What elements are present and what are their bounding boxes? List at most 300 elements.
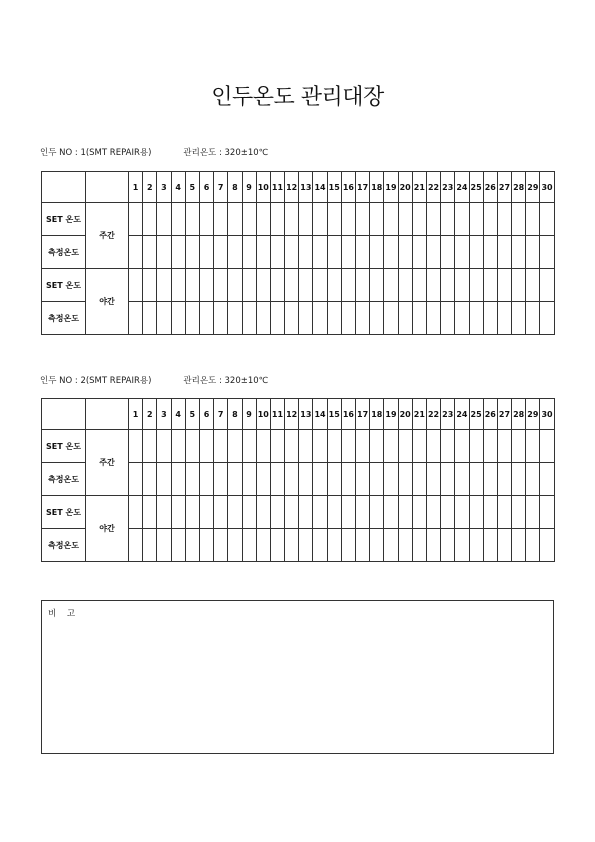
entry-cell[interactable] [185,236,199,269]
entry-cell[interactable] [469,430,483,463]
day-header-13: 13 [299,172,313,203]
entry-cell[interactable] [512,463,526,496]
entry-cell[interactable] [285,302,299,335]
entry-cell[interactable] [426,496,440,529]
entry-cell[interactable] [540,302,554,335]
entry-cell[interactable] [199,529,213,562]
day-header-17: 17 [356,172,370,203]
entry-cell[interactable] [299,529,313,562]
entry-cell[interactable] [412,203,426,236]
entry-cell[interactable] [171,529,185,562]
entry-cell[interactable] [313,236,327,269]
entry-cell[interactable] [540,496,554,529]
entry-cell[interactable] [497,302,511,335]
day-header-8: 8 [228,172,242,203]
entry-cell[interactable] [327,236,341,269]
entry-cell[interactable] [285,203,299,236]
entry-cell[interactable] [129,269,143,302]
entry-cell[interactable] [313,496,327,529]
entry-cell[interactable] [370,463,384,496]
entry-cell[interactable] [214,496,228,529]
day-header-25: 25 [469,399,483,430]
entry-cell[interactable] [526,463,540,496]
entry-cell[interactable] [398,302,412,335]
entry-cell[interactable] [228,496,242,529]
entry-cell[interactable] [398,529,412,562]
day-header-4: 4 [171,172,185,203]
entry-cell[interactable] [455,236,469,269]
entry-cell[interactable] [171,269,185,302]
temperature-log-table-1 [41,171,555,335]
entry-cell[interactable] [285,496,299,529]
entry-cell[interactable] [157,302,171,335]
entry-cell[interactable] [214,529,228,562]
entry-cell[interactable] [228,463,242,496]
entry-cell[interactable] [356,463,370,496]
entry-cell[interactable] [398,496,412,529]
entry-cell[interactable] [441,496,455,529]
entry-cell[interactable] [398,463,412,496]
entry-cell[interactable] [214,430,228,463]
entry-cell[interactable] [256,269,270,302]
entry-cell[interactable] [412,269,426,302]
table-header-row [42,172,555,203]
entry-cell[interactable] [497,496,511,529]
entry-cell[interactable] [356,269,370,302]
header-shift-cell [86,172,129,203]
entry-cell[interactable] [157,496,171,529]
entry-cell[interactable] [356,302,370,335]
entry-cell[interactable] [228,203,242,236]
entry-cell[interactable] [356,529,370,562]
entry-cell[interactable] [143,269,157,302]
entry-cell[interactable] [441,302,455,335]
entry-cell[interactable] [157,236,171,269]
entry-cell[interactable] [157,203,171,236]
entry-cell[interactable] [185,529,199,562]
shift-label: 주간 [86,203,129,269]
entry-cell[interactable] [270,236,284,269]
entry-cell[interactable] [526,203,540,236]
entry-cell[interactable] [143,463,157,496]
row-label: SET 온도 [42,430,86,463]
entry-cell[interactable] [370,203,384,236]
entry-cell[interactable] [455,203,469,236]
entry-cell[interactable] [426,463,440,496]
entry-cell[interactable] [356,496,370,529]
entry-cell[interactable] [171,430,185,463]
day-header-20: 20 [398,399,412,430]
day-header-12: 12 [285,172,299,203]
entry-cell[interactable] [398,269,412,302]
entry-cell[interactable] [426,529,440,562]
table-row [42,430,555,463]
entry-cell[interactable] [129,203,143,236]
day-header-9: 9 [242,399,256,430]
entry-cell[interactable] [327,203,341,236]
entry-cell[interactable] [214,302,228,335]
row-label: 측정온도 [42,463,86,496]
entry-cell[interactable] [455,496,469,529]
entry-cell[interactable] [370,496,384,529]
entry-cell[interactable] [270,463,284,496]
entry-cell[interactable] [185,463,199,496]
entry-cell[interactable] [129,430,143,463]
day-header-23: 23 [441,172,455,203]
day-header-7: 7 [214,399,228,430]
section-1-unit: 인두 NO : 1(SMT REPAIR용) [40,148,152,158]
day-header-21: 21 [412,399,426,430]
entry-cell[interactable] [157,430,171,463]
entry-cell[interactable] [341,496,355,529]
entry-cell[interactable] [512,302,526,335]
entry-cell[interactable] [157,529,171,562]
entry-cell[interactable] [228,302,242,335]
entry-cell[interactable] [185,302,199,335]
day-header-30: 30 [540,399,554,430]
entry-cell[interactable] [426,269,440,302]
section-1-info [40,146,268,158]
entry-cell[interactable] [370,236,384,269]
day-header-16: 16 [341,399,355,430]
entry-cell[interactable] [341,269,355,302]
entry-cell[interactable] [185,496,199,529]
day-header-10: 10 [256,399,270,430]
entry-cell[interactable] [512,430,526,463]
entry-cell[interactable] [412,463,426,496]
entry-cell[interactable] [441,203,455,236]
entry-cell[interactable] [327,269,341,302]
entry-cell[interactable] [426,203,440,236]
entry-cell[interactable] [242,203,256,236]
entry-cell[interactable] [256,529,270,562]
entry-cell[interactable] [242,430,256,463]
entry-cell[interactable] [313,430,327,463]
entry-cell[interactable] [398,430,412,463]
entry-cell[interactable] [526,236,540,269]
entry-cell[interactable] [426,302,440,335]
entry-cell[interactable] [426,236,440,269]
entry-cell[interactable] [512,529,526,562]
entry-cell[interactable] [129,529,143,562]
entry-cell[interactable] [483,269,497,302]
entry-cell[interactable] [483,463,497,496]
table-row [42,269,555,302]
entry-cell[interactable] [242,269,256,302]
entry-cell[interactable] [285,529,299,562]
entry-cell[interactable] [299,496,313,529]
entry-cell[interactable] [469,463,483,496]
entry-cell[interactable] [512,203,526,236]
day-header-20: 20 [398,172,412,203]
entry-cell[interactable] [228,269,242,302]
entry-cell[interactable] [313,529,327,562]
entry-cell[interactable] [483,236,497,269]
entry-cell[interactable] [171,496,185,529]
entry-cell[interactable] [526,529,540,562]
entry-cell[interactable] [384,496,398,529]
entry-cell[interactable] [199,463,213,496]
entry-cell[interactable] [327,463,341,496]
entry-cell[interactable] [143,302,157,335]
entry-cell[interactable] [497,529,511,562]
page-title: 인두온도 관리대장 [211,85,384,110]
entry-cell[interactable] [526,430,540,463]
entry-cell[interactable] [384,463,398,496]
entry-cell[interactable] [199,496,213,529]
entry-cell[interactable] [540,269,554,302]
entry-cell[interactable] [129,496,143,529]
remarks-label: 비 고 [48,609,80,619]
day-header-25: 25 [469,172,483,203]
entry-cell[interactable] [327,430,341,463]
entry-cell[interactable] [299,236,313,269]
entry-cell[interactable] [285,236,299,269]
entry-cell[interactable] [441,529,455,562]
entry-cell[interactable] [483,302,497,335]
entry-cell[interactable] [370,529,384,562]
entry-cell[interactable] [327,496,341,529]
day-header-29: 29 [526,399,540,430]
entry-cell[interactable] [171,302,185,335]
entry-cell[interactable] [256,236,270,269]
entry-cell[interactable] [455,529,469,562]
entry-cell[interactable] [199,430,213,463]
entry-cell[interactable] [398,203,412,236]
entry-cell[interactable] [483,203,497,236]
entry-cell[interactable] [370,302,384,335]
entry-cell[interactable] [199,302,213,335]
entry-cell[interactable] [242,496,256,529]
day-header-1: 1 [129,399,143,430]
entry-cell[interactable] [299,302,313,335]
entry-cell[interactable] [455,302,469,335]
day-header-26: 26 [483,172,497,203]
remarks-box[interactable] [41,600,554,754]
entry-cell[interactable] [455,430,469,463]
entry-cell[interactable] [199,203,213,236]
entry-cell[interactable] [299,269,313,302]
entry-cell[interactable] [370,269,384,302]
entry-cell[interactable] [384,203,398,236]
entry-cell[interactable] [299,430,313,463]
table-row [42,203,555,236]
entry-cell[interactable] [540,463,554,496]
row-label: SET 온도 [42,269,86,302]
table-header-row [42,399,555,430]
entry-cell[interactable] [299,463,313,496]
entry-cell[interactable] [455,269,469,302]
entry-cell[interactable] [384,269,398,302]
header-corner-cell [42,399,86,430]
entry-cell[interactable] [228,236,242,269]
day-header-12: 12 [285,399,299,430]
entry-cell[interactable] [228,529,242,562]
entry-cell[interactable] [483,430,497,463]
entry-cell[interactable] [412,302,426,335]
entry-cell[interactable] [199,269,213,302]
day-header-5: 5 [185,399,199,430]
entry-cell[interactable] [313,463,327,496]
entry-cell[interactable] [441,236,455,269]
entry-cell[interactable] [270,269,284,302]
entry-cell[interactable] [143,529,157,562]
entry-cell[interactable] [143,496,157,529]
entry-cell[interactable] [526,269,540,302]
entry-cell[interactable] [469,269,483,302]
entry-cell[interactable] [242,463,256,496]
entry-cell[interactable] [497,236,511,269]
entry-cell[interactable] [483,529,497,562]
entry-cell[interactable] [412,496,426,529]
entry-cell[interactable] [441,430,455,463]
row-label: 측정온도 [42,236,86,269]
entry-cell[interactable] [370,430,384,463]
entry-cell[interactable] [171,203,185,236]
entry-cell[interactable] [540,529,554,562]
day-header-3: 3 [157,399,171,430]
day-header-27: 27 [497,172,511,203]
entry-cell[interactable] [313,302,327,335]
entry-cell[interactable] [171,463,185,496]
day-header-13: 13 [299,399,313,430]
entry-cell[interactable] [157,269,171,302]
entry-cell[interactable] [185,269,199,302]
entry-cell[interactable] [129,236,143,269]
entry-cell[interactable] [256,302,270,335]
entry-cell[interactable] [313,269,327,302]
entry-cell[interactable] [129,463,143,496]
day-header-24: 24 [455,399,469,430]
entry-cell[interactable] [469,496,483,529]
entry-cell[interactable] [426,430,440,463]
day-header-21: 21 [412,172,426,203]
entry-cell[interactable] [270,496,284,529]
entry-cell[interactable] [497,430,511,463]
entry-cell[interactable] [185,203,199,236]
entry-cell[interactable] [242,529,256,562]
entry-cell[interactable] [341,463,355,496]
day-header-24: 24 [455,172,469,203]
entry-cell[interactable] [256,430,270,463]
entry-cell[interactable] [384,302,398,335]
entry-cell[interactable] [526,496,540,529]
entry-cell[interactable] [270,203,284,236]
entry-cell[interactable] [285,269,299,302]
day-header-16: 16 [341,172,355,203]
entry-cell[interactable] [356,236,370,269]
entry-cell[interactable] [285,463,299,496]
entry-cell[interactable] [398,236,412,269]
entry-cell[interactable] [497,203,511,236]
entry-cell[interactable] [356,203,370,236]
entry-cell[interactable] [341,529,355,562]
entry-cell[interactable] [214,463,228,496]
section-2-info [40,374,268,386]
entry-cell[interactable] [412,430,426,463]
entry-cell[interactable] [199,236,213,269]
entry-cell[interactable] [143,236,157,269]
entry-cell[interactable] [540,203,554,236]
entry-cell[interactable] [341,302,355,335]
day-header-15: 15 [327,172,341,203]
entry-cell[interactable] [441,269,455,302]
entry-cell[interactable] [384,430,398,463]
entry-cell[interactable] [512,496,526,529]
day-header-30: 30 [540,172,554,203]
entry-cell[interactable] [143,203,157,236]
entry-cell[interactable] [185,430,199,463]
entry-cell[interactable] [171,236,185,269]
day-header-26: 26 [483,399,497,430]
entry-cell[interactable] [512,269,526,302]
entry-cell[interactable] [157,463,171,496]
entry-cell[interactable] [256,463,270,496]
day-header-11: 11 [270,399,284,430]
header-shift-cell [86,399,129,430]
entry-cell[interactable] [214,269,228,302]
entry-cell[interactable] [214,236,228,269]
entry-cell[interactable] [129,302,143,335]
entry-cell[interactable] [483,496,497,529]
entry-cell[interactable] [540,236,554,269]
entry-cell[interactable] [384,529,398,562]
entry-cell[interactable] [242,236,256,269]
day-header-15: 15 [327,399,341,430]
entry-cell[interactable] [143,430,157,463]
entry-cell[interactable] [412,236,426,269]
entry-cell[interactable] [228,430,242,463]
day-header-7: 7 [214,172,228,203]
header-corner-cell [42,172,86,203]
shift-label: 야간 [86,496,129,562]
entry-cell[interactable] [285,430,299,463]
entry-cell[interactable] [384,236,398,269]
entry-cell[interactable] [270,529,284,562]
entry-cell[interactable] [299,203,313,236]
entry-cell[interactable] [327,302,341,335]
entry-cell[interactable] [469,302,483,335]
entry-cell[interactable] [455,463,469,496]
entry-cell[interactable] [270,430,284,463]
day-header-14: 14 [313,399,327,430]
entry-cell[interactable] [441,463,455,496]
section-2-unit: 인두 NO : 2(SMT REPAIR용) [40,376,152,386]
entry-cell[interactable] [412,529,426,562]
entry-cell[interactable] [256,203,270,236]
entry-cell[interactable] [356,430,370,463]
entry-cell[interactable] [469,236,483,269]
entry-cell[interactable] [327,529,341,562]
entry-cell[interactable] [497,269,511,302]
entry-cell[interactable] [526,302,540,335]
entry-cell[interactable] [313,203,327,236]
entry-cell[interactable] [341,236,355,269]
entry-cell[interactable] [256,496,270,529]
entry-cell[interactable] [214,203,228,236]
entry-cell[interactable] [242,302,256,335]
entry-cell[interactable] [469,529,483,562]
entry-cell[interactable] [469,203,483,236]
entry-cell[interactable] [512,236,526,269]
section-1-temp-range: 관리온도 : 320±10℃ [183,148,269,158]
day-header-18: 18 [370,399,384,430]
entry-cell[interactable] [540,430,554,463]
entry-cell[interactable] [341,203,355,236]
entry-cell[interactable] [270,302,284,335]
entry-cell[interactable] [341,430,355,463]
entry-cell[interactable] [497,463,511,496]
